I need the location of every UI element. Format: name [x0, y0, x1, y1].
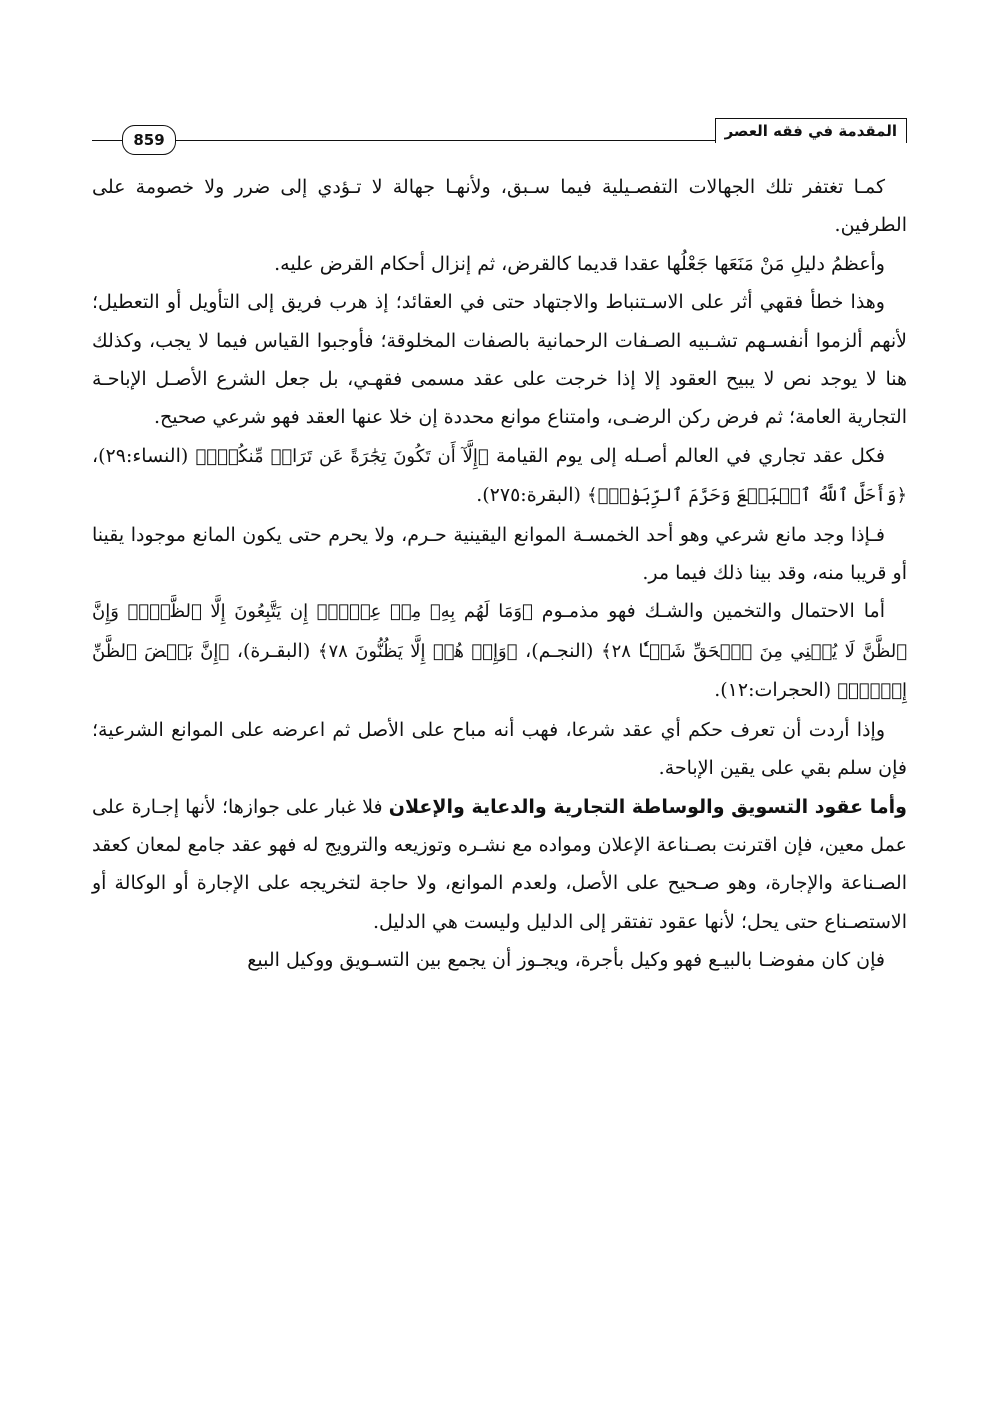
quran-verse-najm-28: ﴿وَمَا لَهُم بِهِۦ مِنۡ عِلۡمٍۖ إِن يَتَّبِعُونَ إِلَّا ٱلظَّنَّۖ وَإِنَّ ٱلظَّنَّ لَا يُغۡنِي مِنَ ٱلۡحَقِّ شَيۡـٔٗا ٢٨﴾: [92, 601, 907, 662]
paragraph-2: وأعظمُ دليلِ مَنْ مَنَعَها جَعْلُها عقدا قديما كالقرض، ثم إنزال أحكام القرض عليه.: [274, 252, 885, 275]
paragraph-8: [92, 788, 907, 942]
paragraph-6-lead: أما الاحتمال والتخمين والشـك فهو مذمـوم: [541, 600, 885, 623]
paragraph-4-lead: فكل عقد تجاري في العالم أصـله إلى يوم القيامة: [495, 444, 885, 467]
marketing-contracts-heading: وأما عقود التسويق والوساطة التجارية والدعاية والإعلان: [388, 795, 907, 818]
paragraph-8-text: فلا غبار على جوازها؛ لأنها إجـارة على عمل معين، فإن اقترنت بصـناعة الإعلان ومواده مع نشـره وتوزيعه والترويج له فهو عقد جامع لمعان كعقد الصـناعة والإجارة، وهو صـحيح على الأصل، ولعدم الموانع، ولا حاجة لتخريجه على الإجارة أو الوكالة أو الاستصـناع حتى يحل؛ لأنها عقود تفتقر إلى الدليل وليست هي الدليل.: [92, 795, 907, 933]
paragraph-9: فإن كان مفوضـا بالبيـع فهو وكيل بأجرة، ويجـوز أن يجمع بين التسـويق ووكيل البيع: [247, 949, 885, 972]
verse-reference: (النجـم)،: [525, 639, 594, 662]
paragraph-6: [92, 592, 907, 710]
paragraph-7: وإذا أردت أن تعرف حكم أي عقد شرعا، فهب أنه مباح على الأصل ثم اعرضه على الموانع الشرعية؛ فإن سلم بقي على يقين الإباحة.: [92, 718, 907, 780]
quran-verse-nisa-29: ﴿إِلَّآ أَن تَكُونَ تِجَٰرَةً عَن تَرَاضٖ مِّنكُمۡۚ﴾: [195, 445, 489, 467]
paragraph-3: وهذا خطأ فقهي أثر على الاسـتنباط والاجتهاد حتى في العقائد؛ إذ هرب فريق إلى التأويل أو التعطيل؛ لأنهم ألزموا أنفسـهم تشـبيه الصـفات الرحمانية بالصفات المخلوقة؛ فأوجبوا القياس فيما لا يجب، وكذلك هنا لا يوجد نص لا يبيح العقود إلا إذا خرجت على عقد مسمى فقهـي، بل جعل الشرع الأصـل الإباحـة التجارية العامة؛ ثم فرض ركن الرضـى، وامتناع موانع محددة إن خلا عنها العقد فهو شرعي صحيح.: [92, 291, 907, 429]
page-header: [92, 118, 907, 148]
page-body: [92, 168, 907, 980]
paragraph-4: [92, 437, 907, 516]
quran-verse-baqarah-78: ﴿وَإِنۡ هُمۡ إِلَّا يَظُنُّونَ ٧٨﴾: [317, 640, 518, 662]
verse-reference: (البقـرة)،: [236, 639, 311, 662]
paragraph-5: فـإذا وجد مانع شرعي وهو أحد الخمسـة الموانع اليقينية حـرم، ولا يحرم حتى يكون المانع موجودا يقينا أو قريبا منه، وقد بينا ذلك فيما مر.: [92, 523, 907, 585]
verse-reference: (النساء:٢٩)،: [92, 444, 189, 467]
quran-verse-baqarah-275: ﴿وَأَحَلَّ ٱللَّهُ ٱلۡبَيۡعَ وَحَرَّمَ ٱلرِّبَوٰاْۚ﴾: [587, 485, 907, 507]
page-number: 859: [122, 125, 176, 155]
quran-verse-hujurat-12: ﴿إِنَّ بَعۡضَ ٱلظَّنِّ إِثۡمٞۖ﴾: [92, 640, 907, 702]
paragraph-1: كمـا تغتفر تلك الجهالات التفصـيلية فيما سـبق، ولأنهـا جهالة لا تـؤدي إلى ضرر ولا خصومة على الطرفين.: [92, 176, 907, 237]
running-title: المقدمة في فقه العصر: [715, 118, 907, 143]
verse-reference: (البقرة:٢٧٥).: [476, 484, 581, 507]
verse-reference: (الحجرات:١٢).: [714, 679, 832, 702]
